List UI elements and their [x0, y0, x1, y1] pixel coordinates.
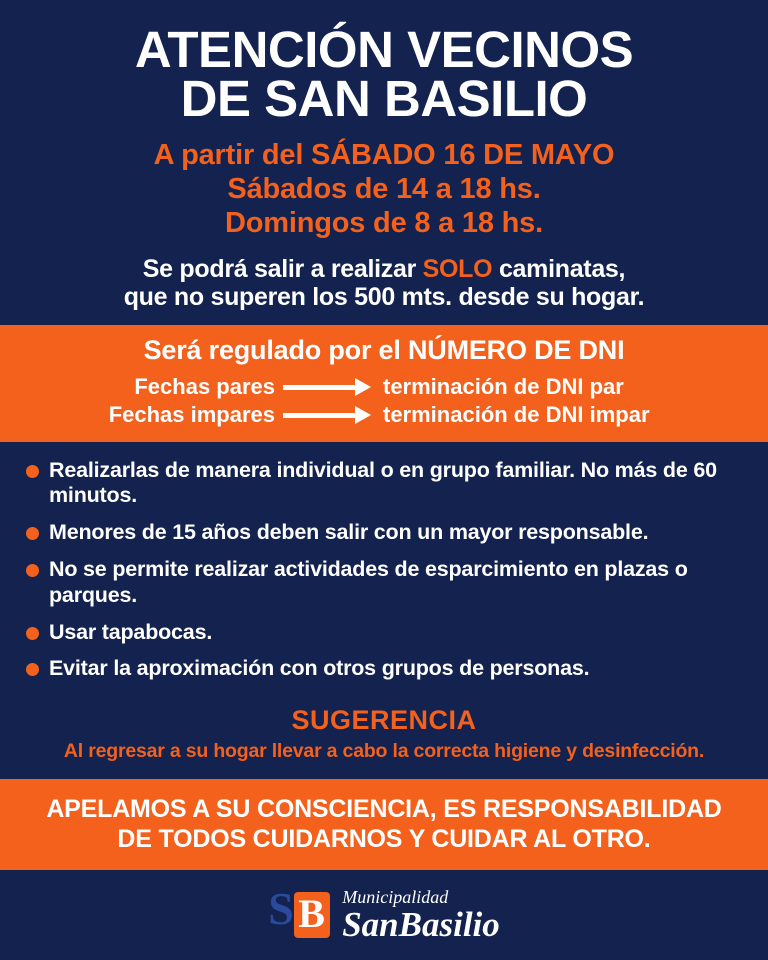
- dni-section: [0, 325, 768, 442]
- dni-rows: [85, 372, 683, 430]
- bullet-icon: [26, 663, 39, 676]
- logo-mark-icon: [268, 883, 332, 944]
- rule-text: No se permite realizar actividades de esparcimiento en plazas o parques.: [49, 556, 688, 607]
- suggestion-title: SUGERENCIA: [291, 705, 477, 736]
- page-title: [20, 21, 748, 127]
- dni-row-right: terminación de DNI par: [383, 373, 624, 399]
- bullet-icon: [26, 527, 39, 540]
- walk-rule-text-a: Se podrá salir a realizar: [142, 254, 423, 283]
- dni-row: [85, 402, 683, 428]
- schedule-group: [20, 138, 748, 241]
- dni-row-right: terminación de DNI impar: [383, 401, 650, 427]
- list-item: [26, 620, 742, 646]
- walk-rule-line-1: [20, 255, 748, 283]
- schedule-line-2: Sábados de 14 a 18 hs.: [227, 173, 541, 206]
- arrow-right-icon: [283, 378, 379, 396]
- bullet-icon: [26, 465, 39, 478]
- dni-row-left: Fechas pares: [134, 373, 275, 399]
- walk-rule: [20, 255, 748, 311]
- arrow-right-icon: [283, 406, 379, 424]
- bullet-icon: [26, 627, 39, 640]
- walk-rule-highlight: SOLO: [422, 254, 493, 283]
- list-item: [26, 656, 742, 682]
- logo-letter-b: B: [298, 891, 325, 937]
- title-line-1: ATENCIÓN VECINOS: [134, 21, 634, 78]
- logo-letter-s: S: [268, 883, 294, 935]
- walk-rule-line-2: que no superen los 500 mts. desde su hogar.: [123, 282, 645, 311]
- list-item: [26, 520, 742, 546]
- schedule-line-3: Domingos de 8 a 18 hs.: [225, 207, 543, 240]
- rule-text: Menores de 15 años deben salir con un mayor responsable.: [49, 520, 649, 545]
- list-item: [26, 458, 742, 510]
- suggestion-text: Al regresar a su hogar llevar a cabo la correcta higiene y desinfección.: [63, 740, 705, 763]
- appeal-line-2: DE TODOS CUIDARNOS Y CUIDAR AL OTRO.: [117, 825, 651, 854]
- rule-text: Usar tapabocas.: [49, 619, 213, 644]
- header-section: [0, 0, 768, 325]
- rule-text: Realizarlas de manera individual o en grupo familiar. No más de 60 minutos.: [49, 457, 717, 508]
- footer-section: [0, 870, 768, 960]
- logo-name-label: SanBasilio: [342, 905, 500, 945]
- appeal-line-1: APELAMOS A SU CONSCIENCIA, ES RESPONSABILIDAD: [46, 795, 722, 824]
- rule-text: Evitar la aproximación con otros grupos de personas.: [49, 656, 590, 681]
- schedule-line-1: A partir del SÁBADO 16 DE MAYO: [153, 138, 615, 171]
- appeal-section: [0, 779, 768, 870]
- dni-row: [85, 374, 683, 400]
- municipality-logo: [268, 883, 500, 945]
- suggestion-section: [0, 699, 768, 779]
- list-item: [26, 557, 742, 609]
- title-line-2: DE SAN BASILIO: [180, 69, 588, 127]
- dni-row-left: Fechas impares: [108, 401, 275, 427]
- rules-list: [0, 442, 768, 700]
- logo-text: [342, 887, 500, 945]
- walk-rule-text-b: caminatas,: [492, 254, 626, 283]
- bullet-icon: [26, 564, 39, 577]
- dni-title: Será regulado por el NÚMERO DE DNI: [143, 334, 625, 365]
- logo-municipality-label: Municipalidad: [342, 887, 449, 908]
